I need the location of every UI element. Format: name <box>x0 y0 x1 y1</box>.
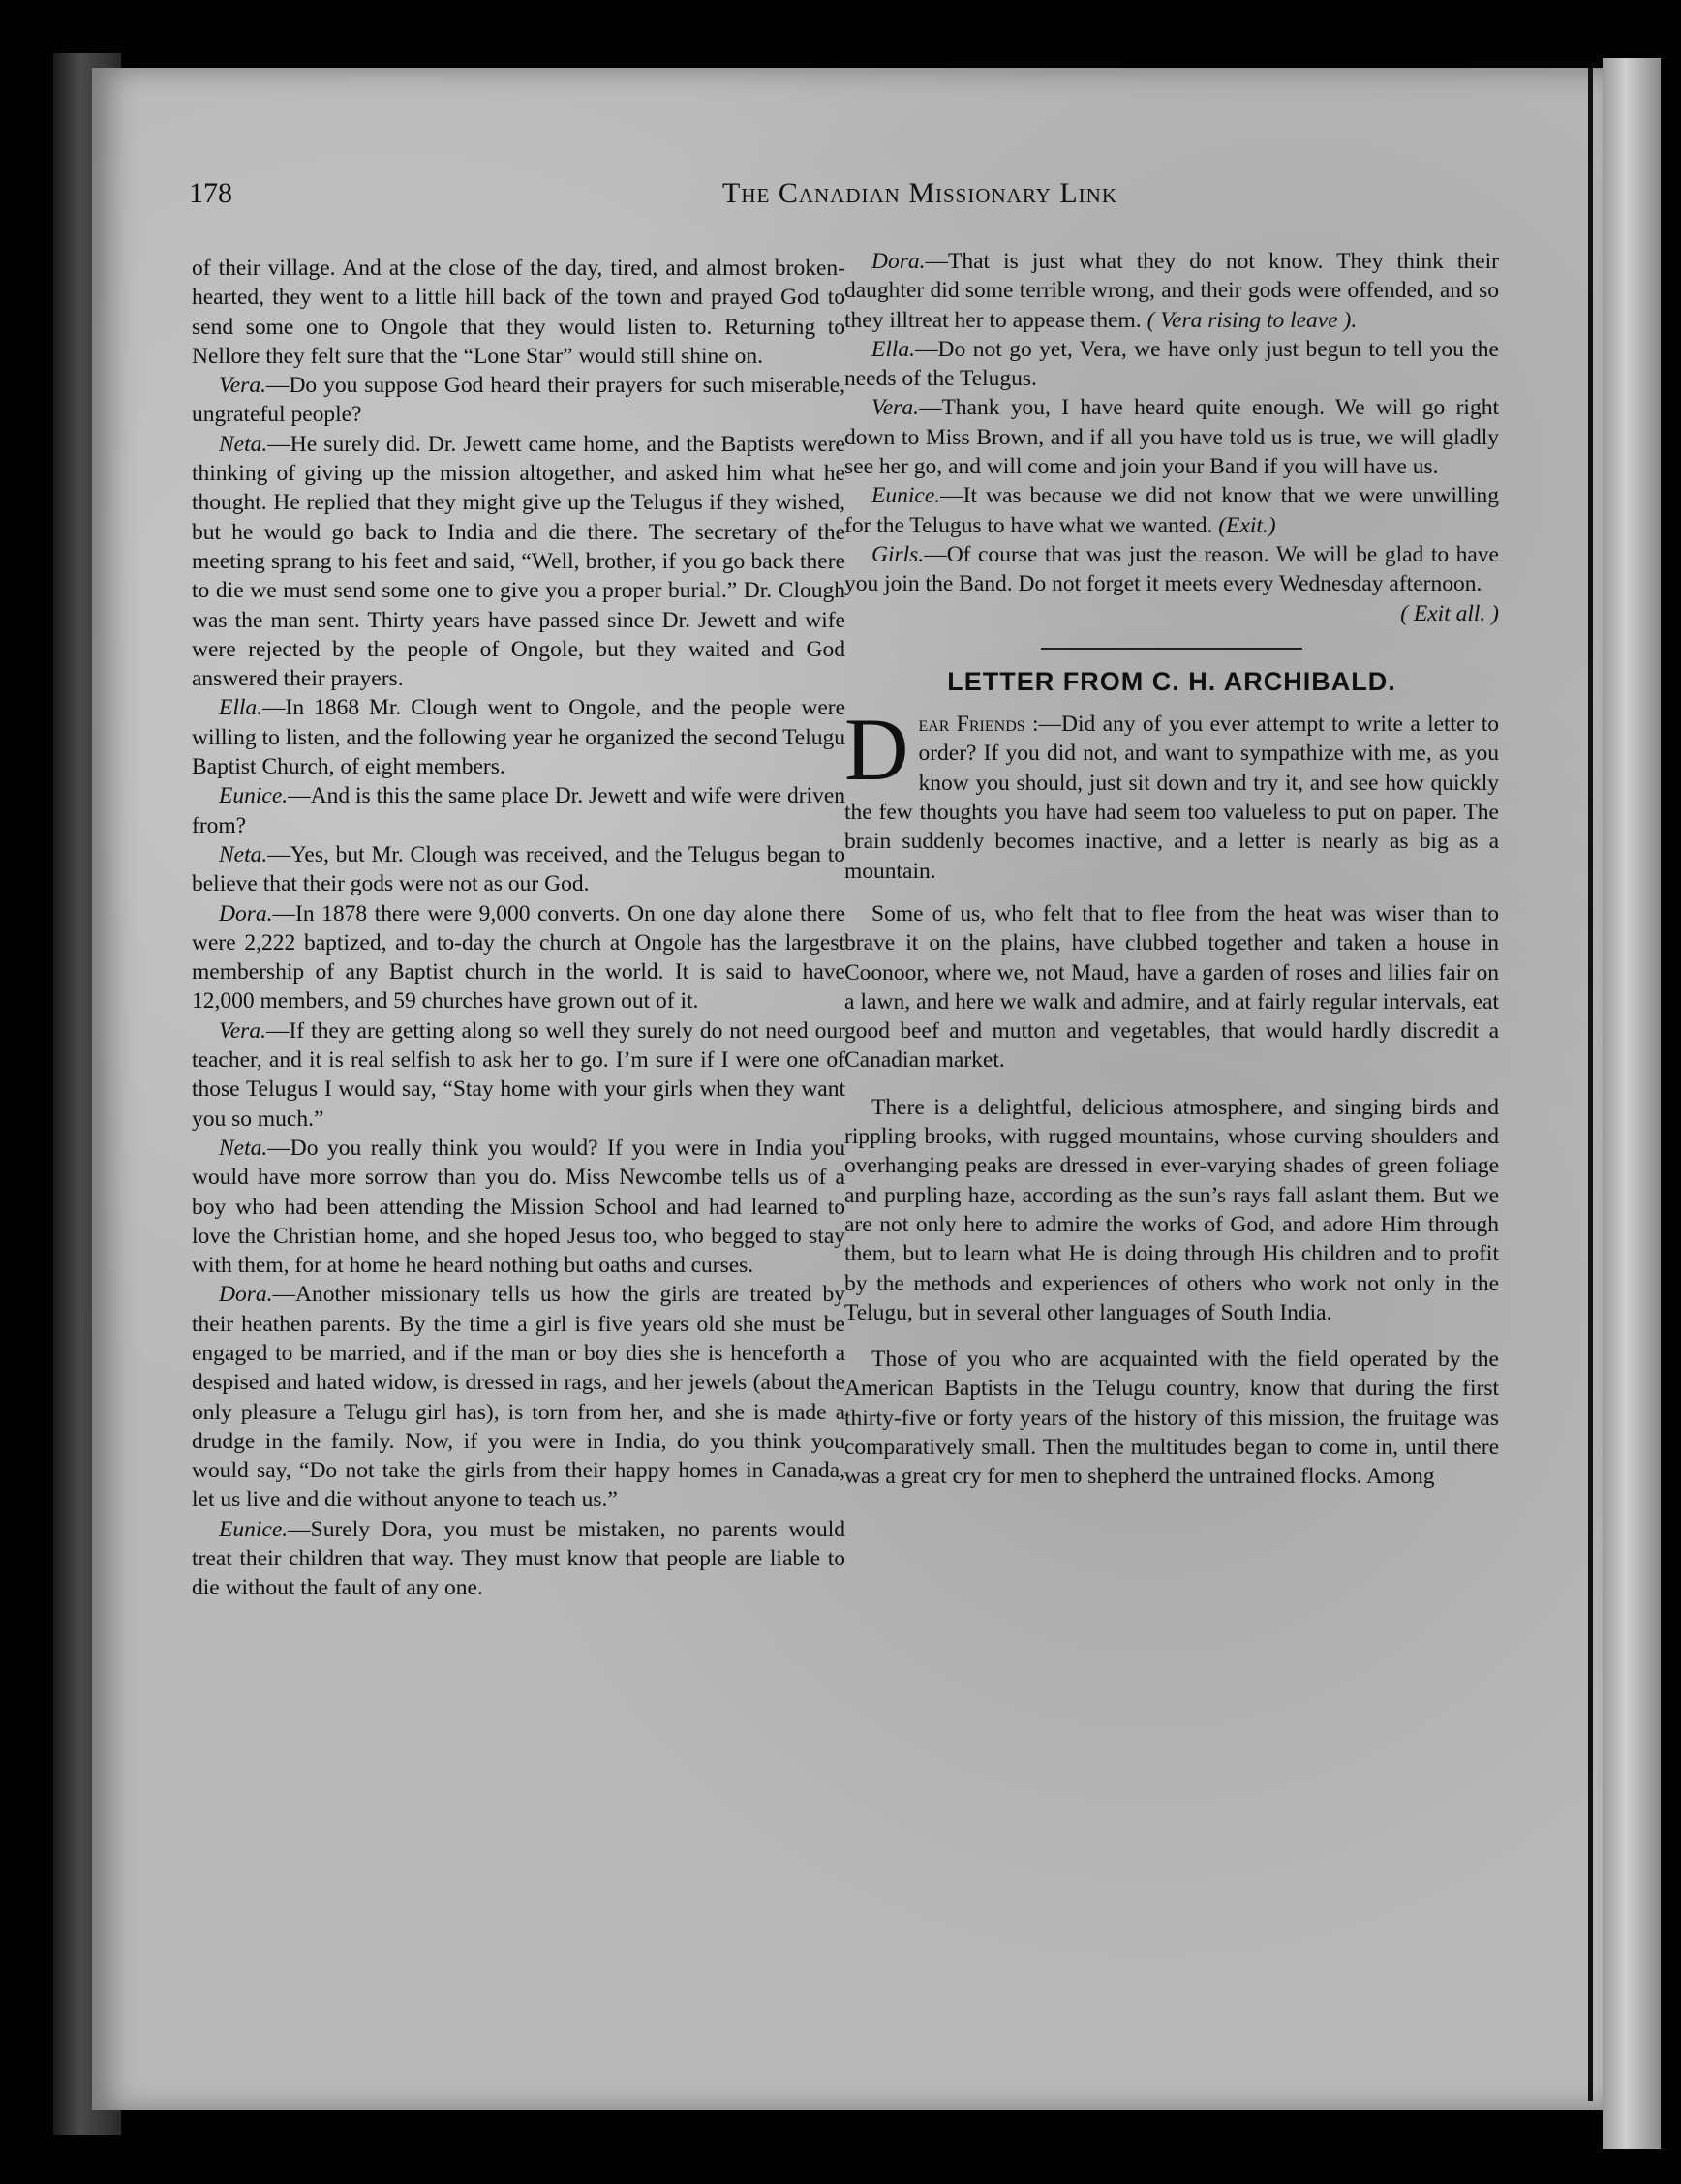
dialogue-paragraph <box>844 393 1499 481</box>
speaker-name: Dora. <box>871 249 926 274</box>
speaker-name: Eunice. <box>219 1516 289 1542</box>
next-page-edge <box>1603 58 1661 2149</box>
dialogue-text: —Of course that was just the reason. We will be glad to have you join the Band. Do not forget it meets every Wednesday afternoon. <box>844 541 1499 597</box>
dialogue-paragraph <box>192 254 845 371</box>
speaker-name: Eunice. <box>871 483 941 509</box>
letter-paragraph: Some of us, who felt that to flee from the heat was wiser than to brave it on the plains, have clubbed together and taken a house in Coonoor, where we, not Maud, have a garden of roses and lilies fair on a lawn, and here we walk and admire, and at fairly regular intervals, eat good beef and mutton and vegetables, that would hardly discredit a Canadian market. <box>844 900 1499 1074</box>
dialogue-paragraph <box>844 247 1499 335</box>
dialogue-text: —If they are getting along so well they surely do not need our teacher, and it is real selfish to ask her to go. I’m sure if I were one of those Telugus I would say, “Stay home with your girls when they want you so much.” <box>192 1017 845 1132</box>
dialogue-text: —That is just what they do not know. They think their daughter did some terrible wrong, and their gods were offended, and so they illtreat her to appease them. <box>844 249 1499 333</box>
stage-direction: (Exit.) <box>1218 512 1276 538</box>
page-edge-rule <box>1588 68 1593 2101</box>
letter-paragraph: There is a delightful, delicious atmosphere, and singing birds and rippling brooks, with rugged mountains, whose curving shoulders and overhanging peaks are dressed in ever-varying shades of green foliage and purpling haze, according as the sun’s rays fall aslant them. But we are not only here to admire the works of God, and adore Him through them, but to learn what He is doing through His children and to profit by the methods and experiences of others who work not only in the Telugu, but in several other languages of South India. <box>844 1094 1499 1325</box>
speaker-name: Eunice. <box>219 783 289 809</box>
dialogue-text: of their village. And at the close of the day, tired, and almost broken-hearted, they went to a little hill back of the town and prayed God to send some one to Ongole that they would listen to. Returning to Nellore they felt sure that the “Lone Star” would still shine on. <box>192 256 845 369</box>
stage-direction: ( Vera rising to leave ). <box>1146 307 1358 333</box>
dialogue-paragraph <box>844 540 1499 599</box>
dialogue-text: —Surely Dora, you must be mistaken, no parents would treat their children that way. They must know that people are liable to die without the fault of any one. <box>192 1516 845 1601</box>
speaker-name: Vera. <box>219 1017 266 1044</box>
speaker-name: Vera. <box>219 373 266 399</box>
dialogue-paragraph <box>192 1515 845 1603</box>
speaker-name: Neta. <box>219 841 268 867</box>
dialogue-text: —Do you suppose God heard their prayers for such miserable, ungrateful people? <box>192 373 845 428</box>
letter-paragraph: Those of you who are acquainted with the field operated by the American Baptists in the Telugu country, know that during the first thirty-five or forty years of the history of this mission, the fruitage was comparatively small. Then the multitudes began to come in, until there was a great cry for men to shepherd the untrained flocks. Among <box>844 1347 1499 1490</box>
dialogue-paragraph <box>192 1280 845 1514</box>
dialogue-text: —Do not go yet, Vera, we have only just begun to tell you the needs of the Telugus. <box>844 336 1499 392</box>
left-column <box>192 254 845 1603</box>
speaker-name: Neta. <box>219 431 268 457</box>
dialogue-paragraph <box>192 840 845 899</box>
dialogue-paragraph <box>192 693 845 781</box>
dialogue-text: —In 1878 there were 9,000 converts. On one day alone there were 2,222 baptized, and to-day the church at Ongole has the largest membership of any Baptist church in the world. It is said to have 12,000 members, and 59 churches have grown out of it. <box>192 900 845 1015</box>
speaker-name: Ella. <box>219 695 263 721</box>
dialogue-text: —And is this the same place Dr. Jewett and wife were driven from? <box>192 783 845 838</box>
dialogue-text: —Thank you, I have heard quite enough. We will go right down to Miss Brown, and if all you have told us is true, we will gladly see her go, and will come and join your Band if you will have us. <box>844 395 1499 480</box>
dialogue-paragraph <box>192 430 845 694</box>
page-number: 178 <box>189 177 232 209</box>
dialogue-paragraph <box>192 1134 845 1280</box>
dialogue-paragraph <box>844 335 1499 394</box>
speaker-name: Dora. <box>219 900 273 926</box>
running-head <box>189 177 1554 216</box>
speaker-name: Girls. <box>871 541 925 567</box>
letter-opening-text: :—Did any of you ever attempt to write a letter to order? If you did not, and want to sympathize with me, as you know you should, just sit down and try it, and see how quickly the few thoughts you have had seem too valueless to put on paper. The brain suddenly becomes inactive, and a letter is nearly as big as a mountain. <box>844 712 1500 884</box>
letter-body <box>844 700 1500 1491</box>
right-column <box>844 247 1499 1509</box>
speaker-name: Neta. <box>219 1135 268 1161</box>
letter-heading: LETTER FROM C. H. ARCHIBALD. <box>947 666 1396 696</box>
journal-title: The Canadian Missionary Link <box>722 177 1117 209</box>
speaker-name: Vera. <box>871 395 919 421</box>
drop-cap-letter: D <box>844 700 909 800</box>
dialogue-text: —Another missionary tells us how the girls are treated by their heathen parents. By the time a girl is five years old she must be engaged to be married, and if the man or boy dies she is henceforth a despised and hated widow, is dressed in rags, and her jewels (about the only pleasure a Telugu girl has), is torn from her, and she is made a drudge in the family. Now, if you were in India, do you think you would say, “Do not take the girls from their happy homes in Canada, let us live and die without anyone to teach us.” <box>192 1282 845 1513</box>
dialogue-paragraph <box>192 781 845 840</box>
dialogue-text: —He surely did. Dr. Jewett came home, and the Baptists were thinking of giving up the mission altogether, and asked him what he thought. He replied that they might give up the Telugus if they wished, but he would go back to India and die there. The secretary of the meeting sprang to his feet and said, “Well, brother, if you go back there to die we must send some one to give you a proper burial.” Dr. Clough was the man sent. Thirty years have passed since Dr. Jewett and wife were rejected by the people of Ongole, but they waited and God answered their prayers. <box>192 431 845 692</box>
letter-salutation: ear Friends <box>918 712 1025 738</box>
dialogue-text: —Do you really think you would? If you were in India you would have more sorrow than you do. Miss Newcombe tells us of a boy who had been attending the Mission School and had learned to love the Christian home, and she hoped Jesus too, who begged to stay with them, for at home he heard nothing but oaths and curses. <box>192 1135 845 1279</box>
dialogue-paragraph <box>844 481 1499 540</box>
dialogue-text: —It was because we did not know that we were unwilling for the Telugus to have what we wanted. <box>844 483 1499 538</box>
dialogue-text: —In 1868 Mr. Clough went to Ongole, and the people were willing to listen, and the following year he organized the second Telugu Baptist Church, of eight members. <box>192 695 845 780</box>
letter-opening-paragraph <box>844 700 1500 886</box>
speaker-name: Dora. <box>219 1282 273 1308</box>
dialogue-text: —Yes, but Mr. Clough was received, and the Telugus began to believe that their gods were not as our God. <box>192 841 845 897</box>
exit-all-stage-direction: ( Exit all. ) <box>1400 600 1499 626</box>
speaker-name: Ella. <box>871 336 916 362</box>
dialogue-paragraph <box>192 1016 845 1134</box>
section-divider <box>1041 648 1302 650</box>
dialogue-paragraph <box>192 371 845 430</box>
dialogue-paragraph <box>192 899 845 1016</box>
